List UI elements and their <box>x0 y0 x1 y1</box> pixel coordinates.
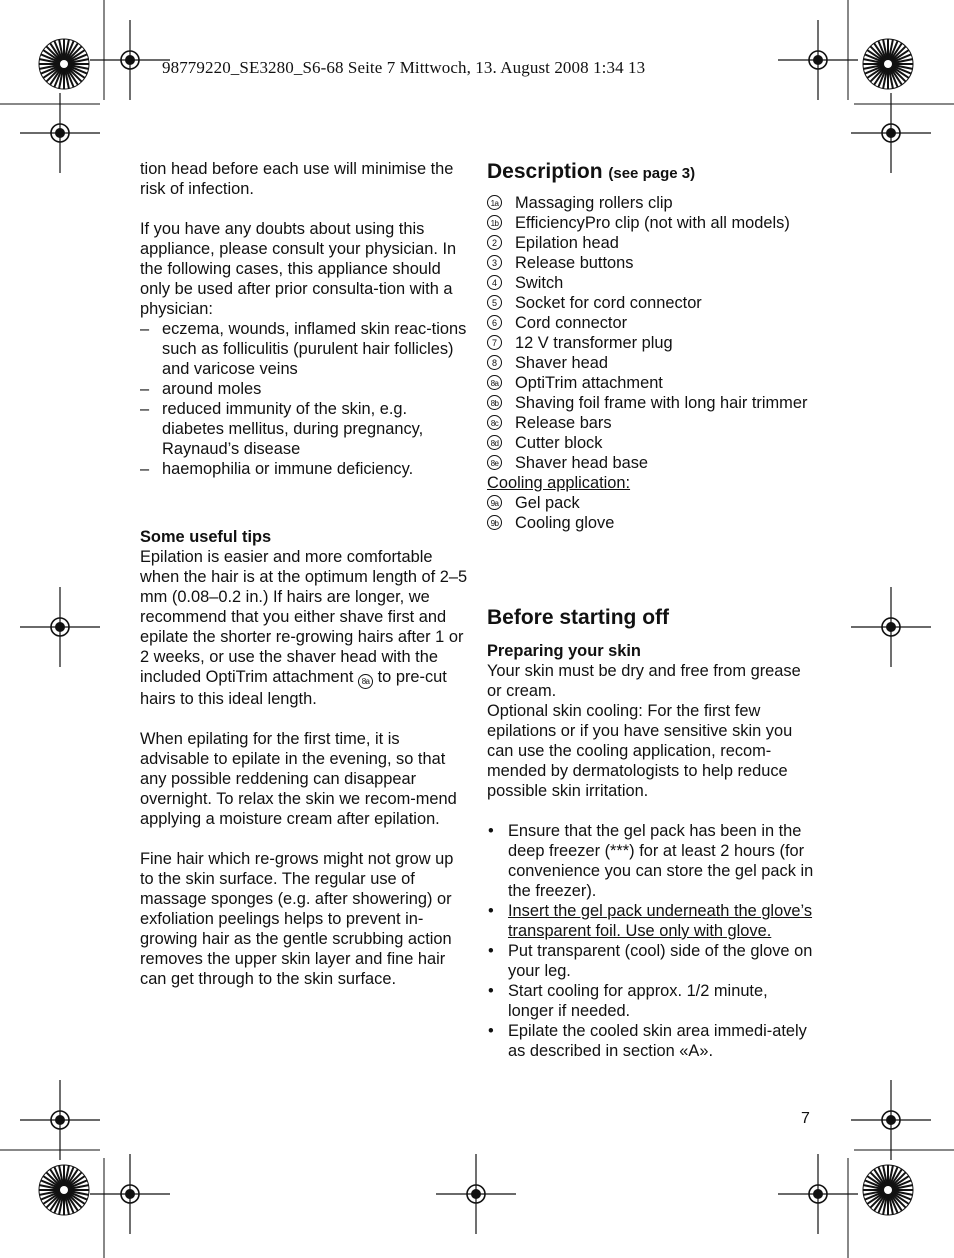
first-time-paragraph: When epilating for the first time, it is advisable to epilate in the evening, so that any possible reddening can disappear overnight. To relax the skin we recom-mend applying a moisture cream after epilation. <box>140 730 457 828</box>
tips-text-b: to pre-cut hairs to this ideal length. <box>140 668 447 708</box>
prep-heading: Preparing your skin <box>487 642 641 660</box>
description-subtitle: (see page 3) <box>608 165 696 182</box>
cooling-parts-list <box>487 493 817 533</box>
part-number: 4 <box>487 275 502 290</box>
part-label: Massaging rollers clip <box>515 194 673 212</box>
part-number: 8 <box>487 355 502 370</box>
list-item <box>487 413 817 433</box>
list-item: • Ensure that the gel pack has been in the deep freezer (***) for at least 2 hours (for convenience you can store the gel pack in the freezer). <box>487 821 817 901</box>
list-item <box>487 253 817 273</box>
part-number: 1a <box>487 195 502 210</box>
part-number: 8a <box>487 375 502 390</box>
list-item: • Insert the gel pack underneath the glove’s transparent foil. Use only with glove. <box>487 901 817 941</box>
part-label: Epilation head <box>515 234 619 252</box>
list-item <box>487 373 817 393</box>
list-item: – reduced immunity of the skin, e.g. diabetes mellitus, during pregnancy, Raynaud’s disease <box>140 399 470 459</box>
parts-list <box>487 193 817 473</box>
tips-heading: Some useful tips <box>140 528 272 546</box>
list-item <box>487 233 817 253</box>
list-item <box>487 193 817 213</box>
part-number: 2 <box>487 235 502 250</box>
list-item <box>487 493 817 513</box>
right-column <box>487 159 817 1061</box>
part-label: OptiTrim attachment <box>515 374 663 392</box>
list-item <box>487 273 817 293</box>
tips-paragraph <box>140 547 470 709</box>
part-label: Shaver head base <box>515 454 649 472</box>
part-label: Release buttons <box>515 254 634 272</box>
tips-text-a: Epilation is easier and more comfortable when the hair is at the optimum length of 2–5 mm (0.08–0.2 in.) If hairs are longer, we recommend that you either shave first and epilate the shorter re-growing hairs after 1 or 2 weeks, or use the shaver head with the included OptiTrim attachment <box>140 548 468 686</box>
list-item: • Epilate the cooled skin area immedi-ately as described in section «A». <box>487 1021 817 1061</box>
part-label: Switch <box>515 274 564 292</box>
list-item <box>487 313 817 333</box>
part-number: 8d <box>487 435 502 450</box>
cooling-heading: Cooling application: <box>487 474 631 492</box>
conditions-list <box>140 319 470 479</box>
part-number: 3 <box>487 255 502 270</box>
list-item <box>487 213 817 233</box>
list-item: • Start cooling for approx. 1/2 minute, longer if needed. <box>487 981 817 1021</box>
cooling-steps-list <box>487 821 817 1061</box>
part-number: 7 <box>487 335 502 350</box>
part-label: Cooling glove <box>515 514 615 532</box>
part-number: 1b <box>487 215 502 230</box>
description-title: Description <box>487 160 603 183</box>
doubts-paragraph: If you have any doubts about using this appliance, please consult your physician. In the following cases, this appliance should only be used after prior consulta-tion with a physician: <box>140 220 457 318</box>
part-label: EfficiencyPro clip (not with all models) <box>515 214 790 232</box>
part-label: Gel pack <box>515 494 580 512</box>
part-label: Socket for cord connector <box>515 294 702 312</box>
description-heading <box>487 159 817 187</box>
part-label: Shaver head <box>515 354 608 372</box>
list-item <box>487 513 817 533</box>
part-label: Cutter block <box>515 434 603 452</box>
left-column <box>140 159 470 989</box>
list-item: – around moles <box>140 379 470 399</box>
part-number: 8b <box>487 395 502 410</box>
part-number: 8c <box>487 415 502 430</box>
part-label: Shaving foil frame with long hair trimmer <box>515 394 808 412</box>
part-number: 6 <box>487 315 502 330</box>
part-label: Release bars <box>515 414 612 432</box>
intro-paragraph: tion head before each use will minimise the risk of infection. <box>140 160 454 198</box>
part-number: 9b <box>487 515 502 530</box>
list-item: • Put transparent (cool) side of the glove on your leg. <box>487 941 817 981</box>
list-item <box>487 353 817 373</box>
list-item <box>487 453 817 473</box>
list-item: – eczema, wounds, inflamed skin reac-tions such as folliculitis (purulent hair follicles) and varicose veins <box>140 319 470 379</box>
prep-paragraph: Your skin must be dry and free from grease or cream. <box>487 662 801 700</box>
list-item <box>487 333 817 353</box>
ref-8a-marker: 8a <box>358 674 373 689</box>
list-item: – haemophilia or immune deficiency. <box>140 459 470 479</box>
fine-hair-paragraph: Fine hair which re-grows might not grow up to the skin surface. The regular use of massage sponges (e.g. after showering) or exfoliation peelings helps to prevent in-growing hair as the gentle scrubbing action removes the upper skin layer and fine hair can get through to the skin surface. <box>140 850 454 988</box>
part-label: Cord connector <box>515 314 628 332</box>
optional-cooling-paragraph: Optional skin cooling: For the first few epilations or if you have sensitive skin you can use the cooling application, recom-mended by dermatologists to help reduce possible skin irritation. <box>487 702 793 800</box>
before-starting-heading: Before starting off <box>487 606 670 629</box>
list-item <box>487 293 817 313</box>
page-number: 7 <box>801 1110 810 1127</box>
part-number: 9a <box>487 495 502 510</box>
part-label: 12 V transformer plug <box>515 334 673 352</box>
list-item <box>487 433 817 453</box>
list-item <box>487 393 817 413</box>
part-number: 8e <box>487 455 502 470</box>
part-number: 5 <box>487 295 502 310</box>
print-slug-header: 98779220_SE3280_S6-68 Seite 7 Mittwoch, 13. August 2008 1:34 13 <box>162 58 646 77</box>
